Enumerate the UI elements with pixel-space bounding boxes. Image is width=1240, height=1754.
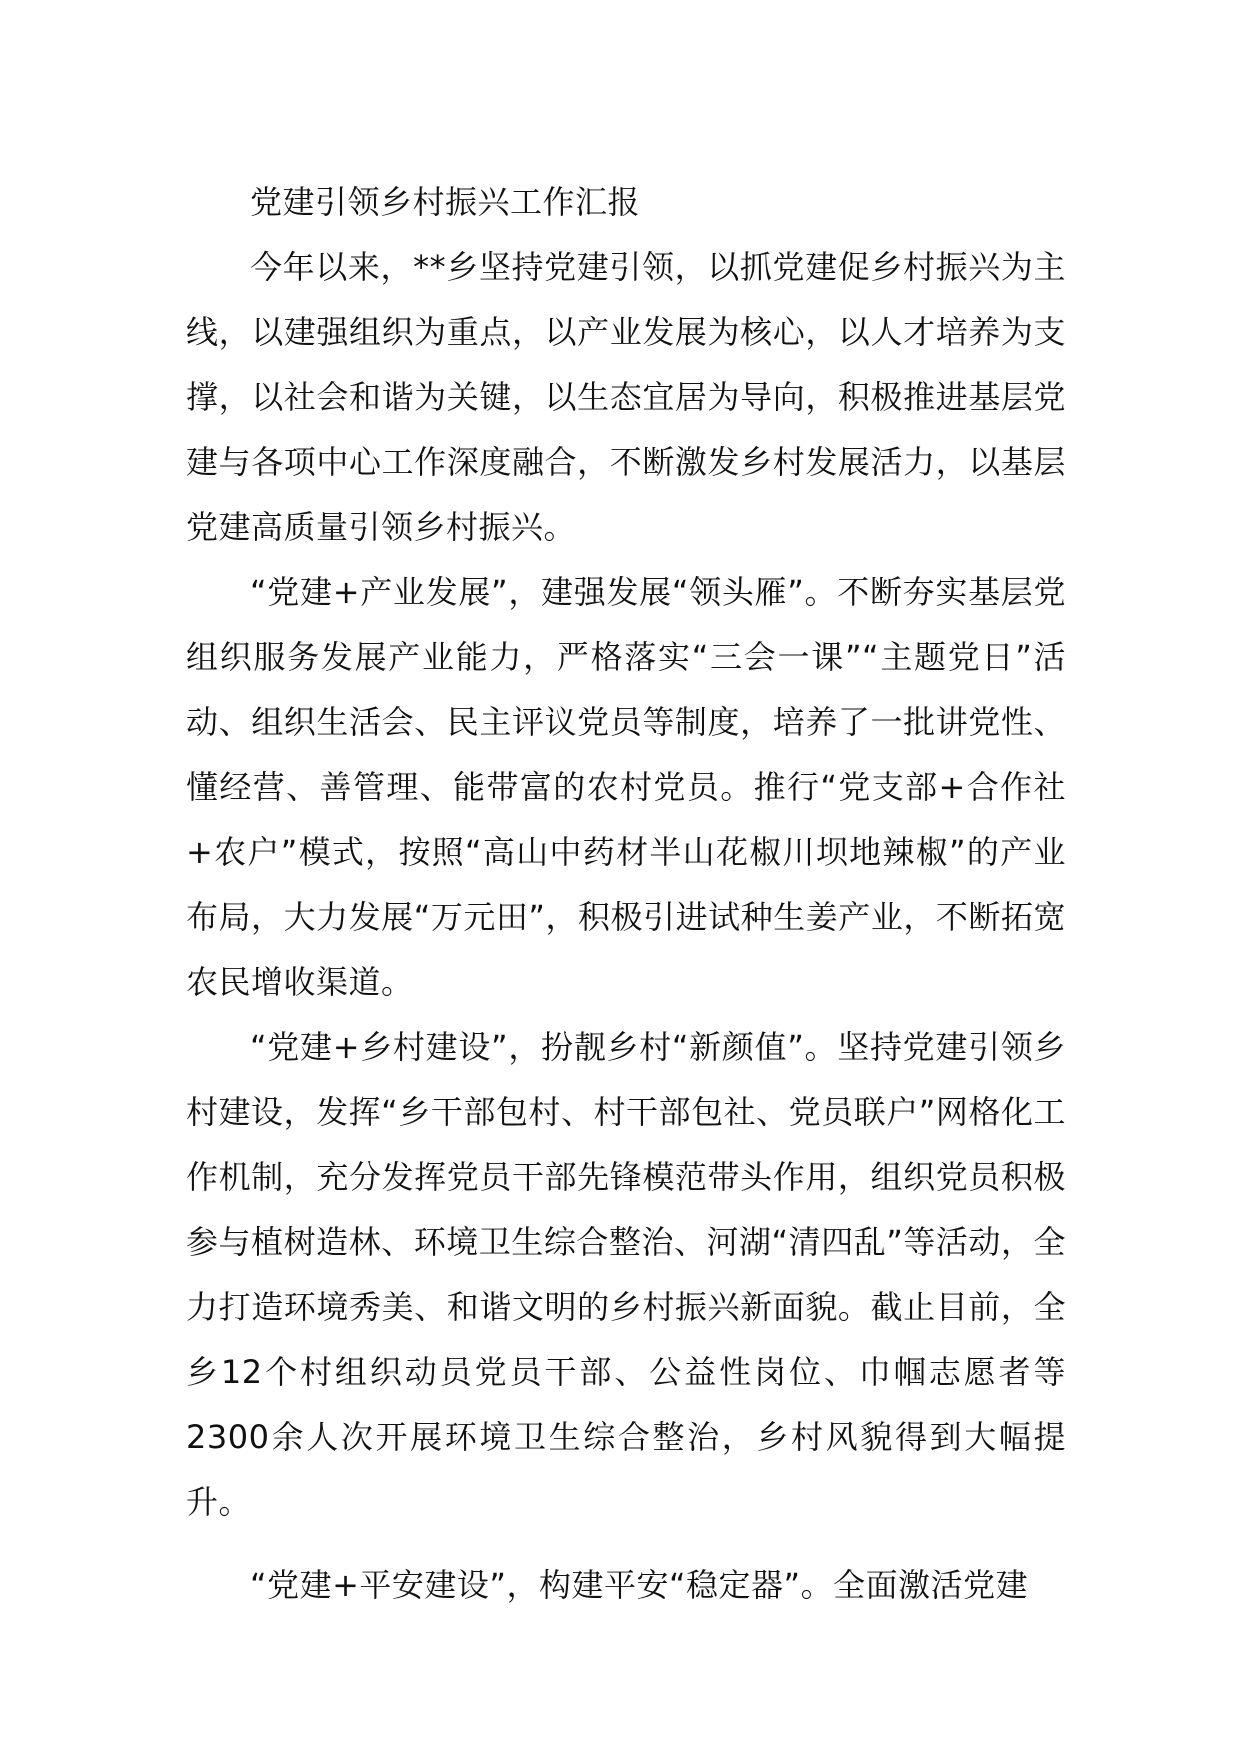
document-title: 党建引领乡村振兴工作汇报 — [250, 183, 641, 221]
paragraph-intro: 今年以来，**乡坚持党建引领，以抓党建促乡村振兴为主线，以建强组织为重点，以产业发展为核心，以人才培养为支撑，以社会和谐为关键，以生态宜居为导向，积极推进基层党建与各项中心工作深度融合，不断激发乡村发展活力，以基层党建高质量引领乡村振兴。 — [186, 248, 1066, 546]
paragraph-industry-development: “党建+产业发展”，建强发展“领头雁”。不断夯实基层党组织服务发展产业能力，严格落实“三会一课”“主题党日”活动、组织生活会、民主评议党员等制度，培养了一批讲党性、懂经营、善管理、能带富的农村党员。推行“党支部+合作社+农户”模式，按照“高山中药材半山花椒川坝地辣椒”的产业布局，大力发展“万元田”，积极引进试种生姜产业，不断拓宽农民增收渠道。 — [186, 573, 1066, 1001]
document-body — [186, 170, 1066, 1618]
paragraph-safety-construction: “党建+平安建设”，构建平安“稳定器”。全面激活党建 — [250, 1566, 1029, 1604]
paragraph-rural-construction: “党建+乡村建设”，扮靓乡村“新颜值”。坚持党建引领乡村建设，发挥“乡干部包村、村干部包社、党员联户”网格化工作机制，充分发挥党员干部先锋模范带头作用，组织党员积极参与植树造林、环境卫生综合整治、河湖“清四乱”等活动，全力打造环境秀美、和谐文明的乡村振兴新面貌。截止目前，全乡12个村组织动员党员干部、公益性岗位、巾帼志愿者等2300余人次开展环境卫生综合整治，乡村风貌得到大幅提升。 — [186, 1028, 1066, 1521]
